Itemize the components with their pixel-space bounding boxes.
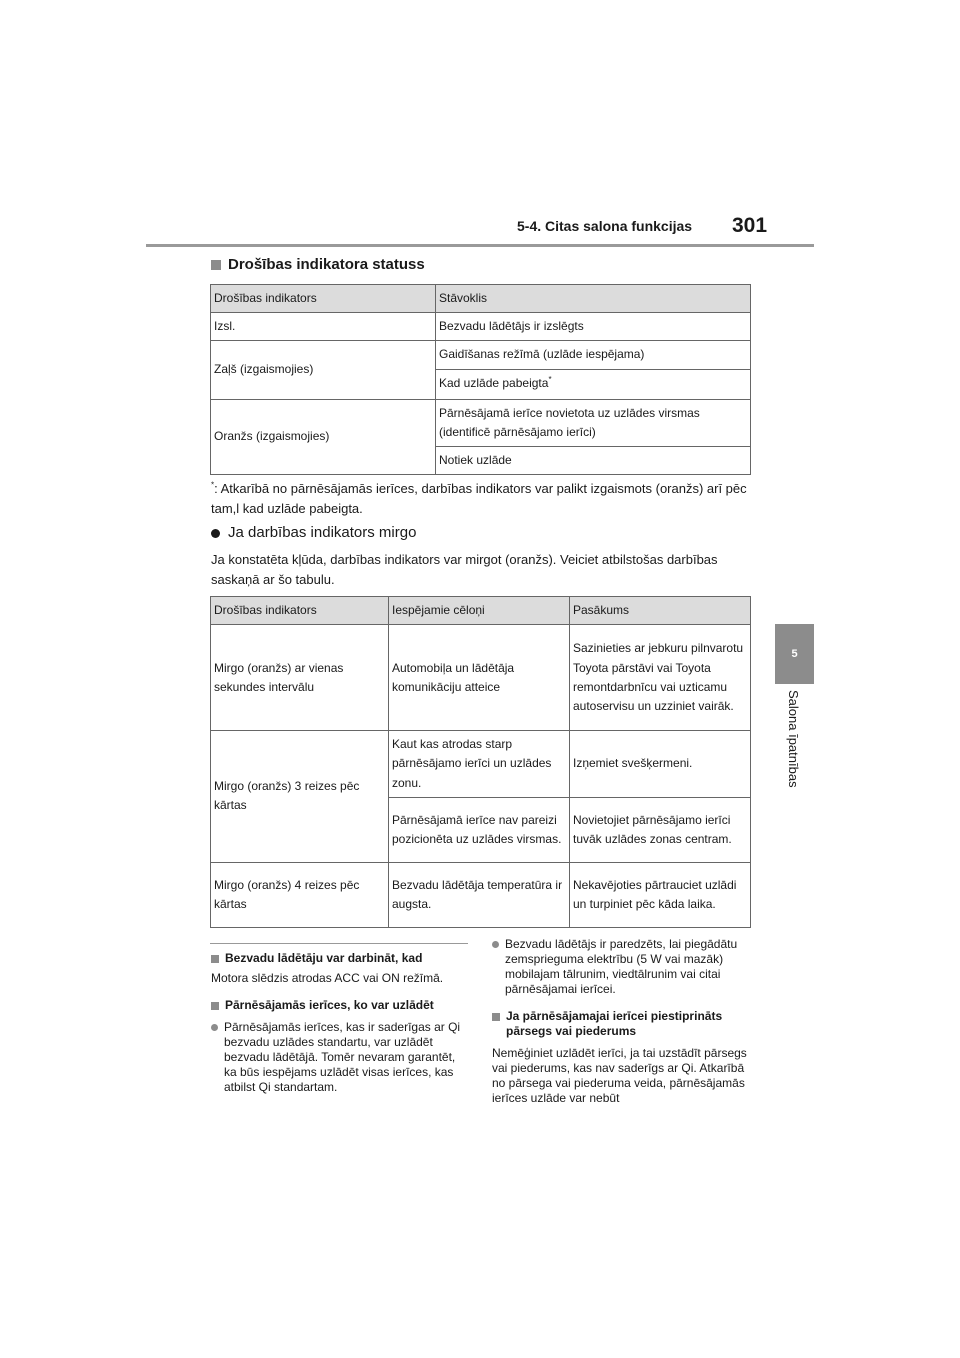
table-header-cell: Stāvoklis [436,285,751,313]
table-cell: Mirgo (oranžs) ar vienas sekundes intervālu [211,625,389,731]
note-bullet-text: Pārnēsājamās ierīces, kas ir saderīgas ar Qi bezvadu uzlādes standartu, var uzlādēt bezvadu lādētājā. Tomēr nevaram garantēt, ka būs iespējams uzlādēt visas ierīces, kas atbilst Qi standartam. [224,1020,461,1094]
note-heading-text: Bezvadu lādētāju var darbināt, kad [225,951,423,965]
square-bullet-icon [211,955,219,963]
round-bullet-icon [211,529,220,538]
table-cell: Mirgo (oranžs) 4 reizes pēc kārtas [211,862,389,927]
table-cell: Izņemiet svešķermeni. [570,731,751,798]
table-cell: Izsl. [211,313,436,341]
indicator-status-heading [211,256,425,273]
table-row [211,313,751,341]
footnote-text: : Atkarībā no pārnēsājamās ierīces, darbības indikators var palikt izgaismots (oranžs) arī pēc tam,l kad uzlāde pabeigta. [211,481,747,517]
table-row [211,862,751,927]
note-heading-text: Pārnēsājamās ierīces, ko var uzlādēt [225,998,434,1012]
note-heading [492,1009,748,1039]
table-cell: Pārnēsājamā ierīce nav pareizi pozicionēta uz uzlādes virsmas. [389,797,570,862]
table-row [211,625,751,731]
table-cell: Kaut kas atrodas starp pārnēsājamo ierīci un uzlādes zonu. [389,731,570,798]
notes-divider [210,943,468,944]
table-header-cell: Drošības indikators [211,285,436,313]
chapter-tab-label-text: Salona īpatnības [786,690,801,788]
section-title: 5-4. Citas salona funkcijas [517,218,693,234]
note-bullet [211,1020,467,1095]
note-heading [211,998,467,1013]
blinking-heading [211,524,416,541]
square-bullet-icon [211,260,221,270]
table-cell: Automobiļa un lādētāja komunikāciju atteice [389,625,570,731]
footnote [211,479,751,519]
table-cell: Nekavējoties pārtrauciet uzlādi un turpiniet pēc kāda laika. [570,862,751,927]
table-row [211,731,751,798]
indicator-status-heading-text: Drošības indikatora statuss [228,256,425,273]
table-header-row [211,285,751,313]
footnote-marker: * [548,375,552,385]
footnote-marker: * [211,480,215,490]
table-header-cell: Iespējamie cēloņi [389,597,570,625]
table-cell: Novietojiet pārnēsājamo ierīci tuvāk uzlādes zonas centram. [570,797,751,862]
chapter-tab-label [770,690,818,820]
notes-right-column [492,937,748,1106]
note-heading [211,951,467,966]
table-cell: Bezvadu lādētāja temperatūra ir augsta. [389,862,570,927]
table-header-row [211,597,751,625]
table-cell: Bezvadu lādētājs ir izslēgts [436,313,751,341]
table-cell [436,369,751,399]
table-cell: Sazinieties ar jebkuru pilnvarotu Toyota pārstāvi vai Toyota remontdarbnīcu vai uzticamu autoservisu un uzziniet vairāk. [570,625,751,731]
table-cell: Mirgo (oranžs) 3 reizes pēc kārtas [211,731,389,863]
table-header-cell: Drošības indikators [211,597,389,625]
blinking-table [210,596,751,928]
chapter-tab: 5 [775,624,814,684]
page-number: 301 [732,214,768,237]
round-bullet-icon [211,1024,218,1031]
note-bullet-text: Bezvadu lādētājs ir paredzēts, lai piegādātu zemsprieguma elektrību (5 W vai mazāk) mobilajam tālrunim, viedtālrunim vai citai pārnēsājamai ierīcei. [505,937,738,996]
table-header-cell: Pasākums [570,597,751,625]
notes-left-column [211,951,467,1095]
blinking-intro: Ja konstatēta kļūda, darbības indikators var mirgot (oranžs). Veiciet atbilstošas darbības saskaņā ar šo tabulu. [211,552,718,588]
table-row [211,341,751,369]
note-heading-text: Ja pārnēsājamajai ierīcei piestiprināts pārsegs vai piederums [506,1009,723,1038]
header-rule [146,244,814,247]
table-cell: Zaļš (izgaismojies) [211,341,436,399]
square-bullet-icon [492,1013,500,1021]
note-bullet [492,937,748,997]
table-cell: Pārnēsājamā ierīce novietota uz uzlādes virsmas (identificē pārnēsājamo ierīci) [436,399,751,446]
square-bullet-icon [211,1002,219,1010]
round-bullet-icon [492,941,499,948]
table-cell: Gaidīšanas režīmā (uzlāde iespējama) [436,341,751,369]
table-row [211,399,751,446]
indicator-status-table [210,284,751,475]
table-cell: Oranžs (izgaismojies) [211,399,436,475]
table-cell: Notiek uzlāde [436,446,751,474]
note-text: Nemēģiniet uzlādēt ierīci, ja tai uzstādīt pārsegs vai piederums, kas nav saderīgs ar Qi. Atkarībā no pārsega vai piederuma veida, pārnēsājamās ierīces uzlāde var nebūt [492,1046,747,1105]
state-text: Kad uzlāde pabeigta [439,376,549,391]
blinking-heading-text: Ja darbības indikators mirgo [228,524,417,541]
note-text: Motora slēdzis atrodas ACC vai ON režīmā. [211,971,444,985]
